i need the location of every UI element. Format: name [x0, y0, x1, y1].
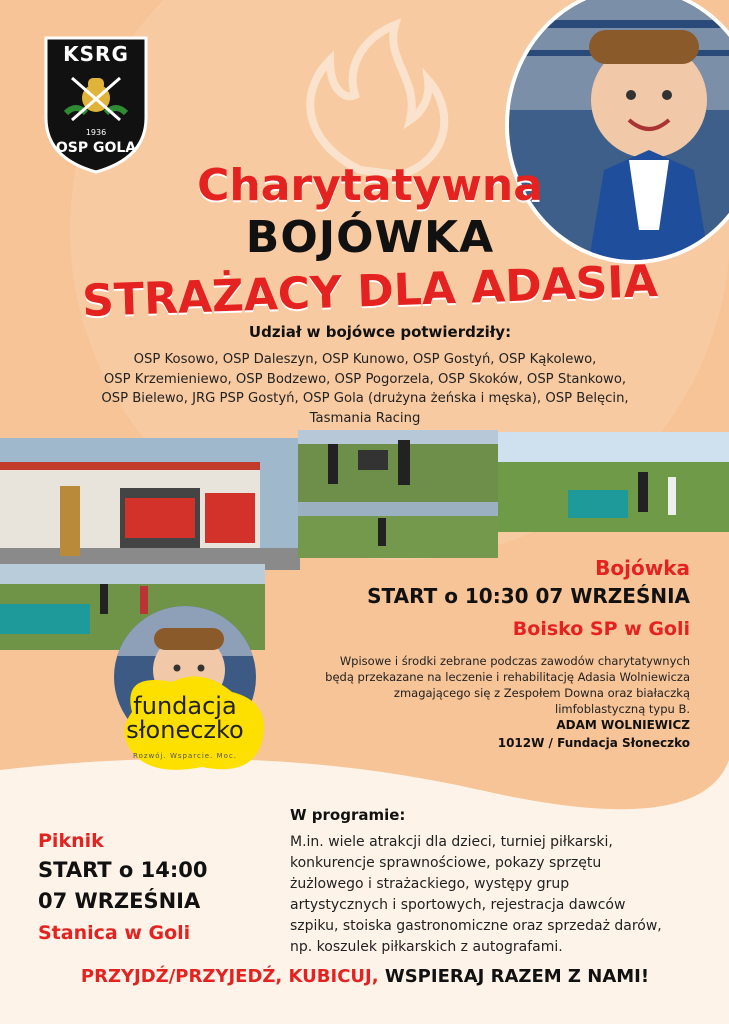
bojowka-description	[280, 653, 690, 717]
logo-year: 1936	[85, 128, 107, 137]
ksrg-logo	[36, 28, 156, 174]
bojowka-description-line: Wpisowe i środki zebrane podczas zawodów charytatywnych	[339, 654, 690, 668]
bojowka-label: Bojówka	[595, 556, 690, 580]
program-line: np. koszulek piłkarskich z autografami.	[290, 939, 563, 955]
program-line: konkurencje sprawnościowe, pokazy sprzętu	[290, 855, 602, 871]
participants-list	[40, 350, 690, 428]
beneficiary-account: 1012W / Fundacja Słoneczko	[497, 736, 690, 750]
program-line: szpiku, stoiska gastronomiczne oraz sprzedaż darów,	[290, 918, 662, 934]
foundation-name	[90, 694, 280, 742]
participants-heading: Udział w bojówce potwierdziły:	[248, 323, 512, 341]
bojowka-description-line: będą przekazane na leczenie i rehabilitację Adasia Wolniewicza	[325, 670, 690, 684]
photo-competition-1	[298, 430, 498, 502]
piknik-start: START o 14:00	[38, 858, 208, 882]
piknik-date: 07 WRZEŚNIA	[38, 889, 201, 913]
cta-black-text: WSPIERAJ RAZEM Z NAMI!	[384, 966, 650, 987]
bojowka-place: Boisko SP w Goli	[512, 618, 690, 640]
cta-red-text: PRZYJDŹ/PRZYJEDŹ, KUBICUJ,	[80, 966, 379, 987]
foundation-tagline: Rozwój. Wsparcie. Moc.	[133, 752, 237, 760]
program-line: żużlowego i strażackiego, występy grup	[290, 876, 570, 892]
participants-line: OSP Krzemieniewo, OSP Bodzewo, OSP Pogorzela, OSP Skoków, OSP Stankowo,	[103, 371, 627, 387]
headline-charytatywna: Charytatywna	[197, 160, 543, 211]
piknik-label: Piknik	[38, 830, 104, 852]
program-heading: W programie:	[290, 806, 406, 824]
photo-competition-3	[298, 502, 498, 558]
photo-competition-2	[498, 432, 729, 532]
headline-bojowka: BOJÓWKA	[245, 212, 495, 263]
bojowka-description-line: zmagającego się z Zespołem Downa oraz białaczką	[393, 686, 690, 700]
participants-line: OSP Kosowo, OSP Daleszyn, OSP Kunowo, OSP Gostyń, OSP Kąkolewo,	[133, 352, 597, 367]
foundation-name-line2: słoneczko	[126, 716, 244, 744]
call-to-action	[20, 966, 710, 987]
program-line: M.in. wiele atrakcji dla dzieci, turniej piłkarski,	[290, 834, 613, 850]
foundation-name-line1: fundacja	[133, 692, 237, 720]
headline-strazacy: STRAŻACY DLA ADASIA	[81, 255, 659, 328]
program-text	[290, 832, 710, 958]
piknik-place: Stanica w Goli	[38, 922, 191, 944]
program-line: artystycznych i sportowych, rejestracja dawców	[290, 897, 626, 913]
photo-fire-station	[0, 438, 300, 570]
beneficiary-name: ADAM WOLNIEWICZ	[556, 718, 690, 732]
logo-osp-text: OSP GOLA	[55, 140, 137, 156]
participants-line: Tasmania Racing	[309, 410, 421, 426]
participants-line: OSP Bielewo, JRG PSP Gostyń, OSP Gola (drużyna żeńska i męska), OSP Belęcin,	[101, 391, 629, 406]
bojowka-description-line: limfoblastyczną typu B.	[555, 702, 690, 716]
logo-ksrg-text: KSRG	[63, 42, 129, 66]
bojowka-start: START o 10:30 07 WRZEŚNIA	[367, 584, 690, 608]
